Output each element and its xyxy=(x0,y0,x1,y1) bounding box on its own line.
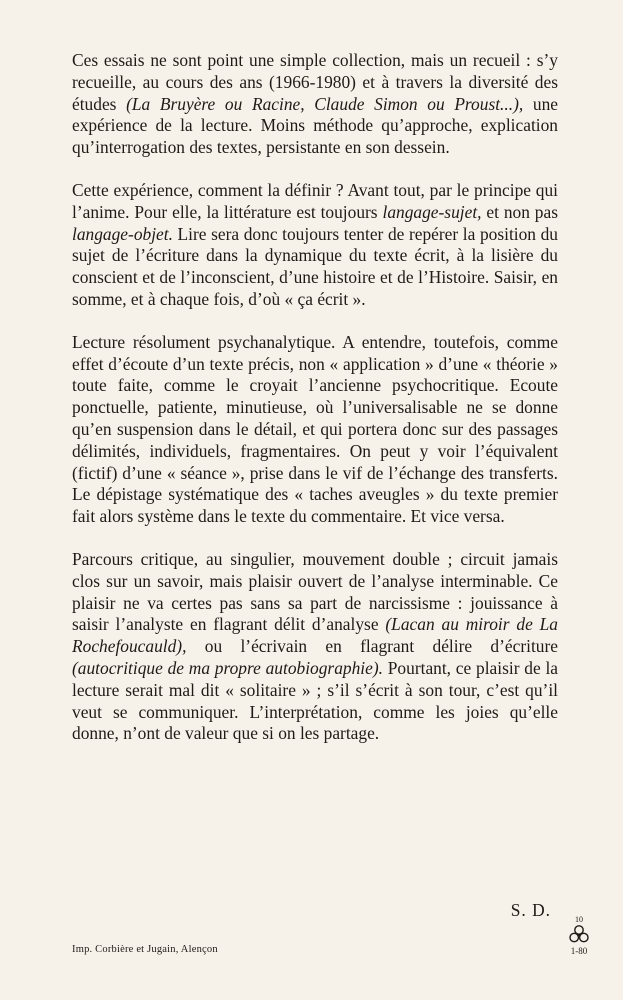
body-text: Parcours critique, au singulier, mouvement double ; circuit jamais clos sur un savoir, mais plaisir ouvert de l’analyse interminable. Ce plaisir ne va certes pas sans sa part de narcissisme : jouissance à saisir l’analyste en flagrant délit d’analyse xyxy=(72,548,558,635)
paragraph xyxy=(72,50,558,159)
body-text: et non pas xyxy=(481,201,558,222)
italic-text: (La Bruyère ou Racine, Claude Simon ou Proust...), xyxy=(126,93,524,114)
mark-code: 1-80 xyxy=(570,946,588,956)
paragraph xyxy=(72,549,558,745)
preface-text xyxy=(72,50,558,745)
italic-text: langage-sujet, xyxy=(382,201,482,222)
publisher-mark xyxy=(564,915,594,956)
author-signature: S. D. xyxy=(510,900,551,920)
italic-text: (autocritique de ma propre autobiographie). xyxy=(72,657,383,678)
mark-number: 10 xyxy=(575,915,583,924)
body-text: Lecture résolument psychanalytique. A entendre, toutefois, comme effet d’écoute d’un texte précis, non « application » d’une « théorie » toute faite, comme le croyait l’ancienne psychocritique. Ecoute ponctuelle, patiente, minutieuse, où l’universalisable ne se donne qu’en suspension dans le détail, et qui portera donc sur des passages délimités, individuels, fragmentaires. On peut y voir l’équivalent (fictif) d’une « séance », prise dans le vif de l’échange des transferts. Le dépistage systématique des « taches aveugles » du texte premier fait alors système dans le texte du commentaire. Et vice versa. xyxy=(72,331,558,527)
paragraph xyxy=(72,180,558,311)
printer-imprint: Imp. Corbière et Jugain, Alençon xyxy=(72,944,218,955)
body-text: Ces essais ne sont point une simple collection, mais un recueil : s’y recueille, au cours des ans (1966-1980) et à travers la diversité des études xyxy=(72,50,558,114)
italic-text: (Lacan au miroir de La Rochefoucauld), xyxy=(72,614,558,657)
body-text: Lire sera donc toujours tenter de repérer la position du sujet de l’écriture dans la dynamique du texte écrit, à la lisière du conscient et de l’inconscient, d’une histoire et de l’Histoire. Saisir, en somme, et à chaque fois, d’où « ça écrit ». xyxy=(72,223,558,309)
body-text: une expérience de la lecture. Moins méthode qu’approche, explication qu’interrogation des textes, persistante en son dessein. xyxy=(72,93,558,158)
paragraph xyxy=(72,332,558,528)
body-text: Cette expérience, comment la définir ? Avant tout, par le principe qui l’anime. Pour elle, la littérature est toujours xyxy=(72,179,558,222)
body-text: ou l’écrivain en flagrant délire d’écriture xyxy=(186,636,558,657)
italic-text: langage-objet. xyxy=(72,223,173,244)
publisher-emblem-icon xyxy=(568,924,590,944)
body-text: Pourtant, ce plaisir de la lecture serait mal dit « solitaire » ; s’il s’écrit à son tour, c’est qu’il veut se communiquer. L’interprétation, comme les joies qu’elle donne, n’ont de valeur que si on les partage. xyxy=(72,657,558,744)
